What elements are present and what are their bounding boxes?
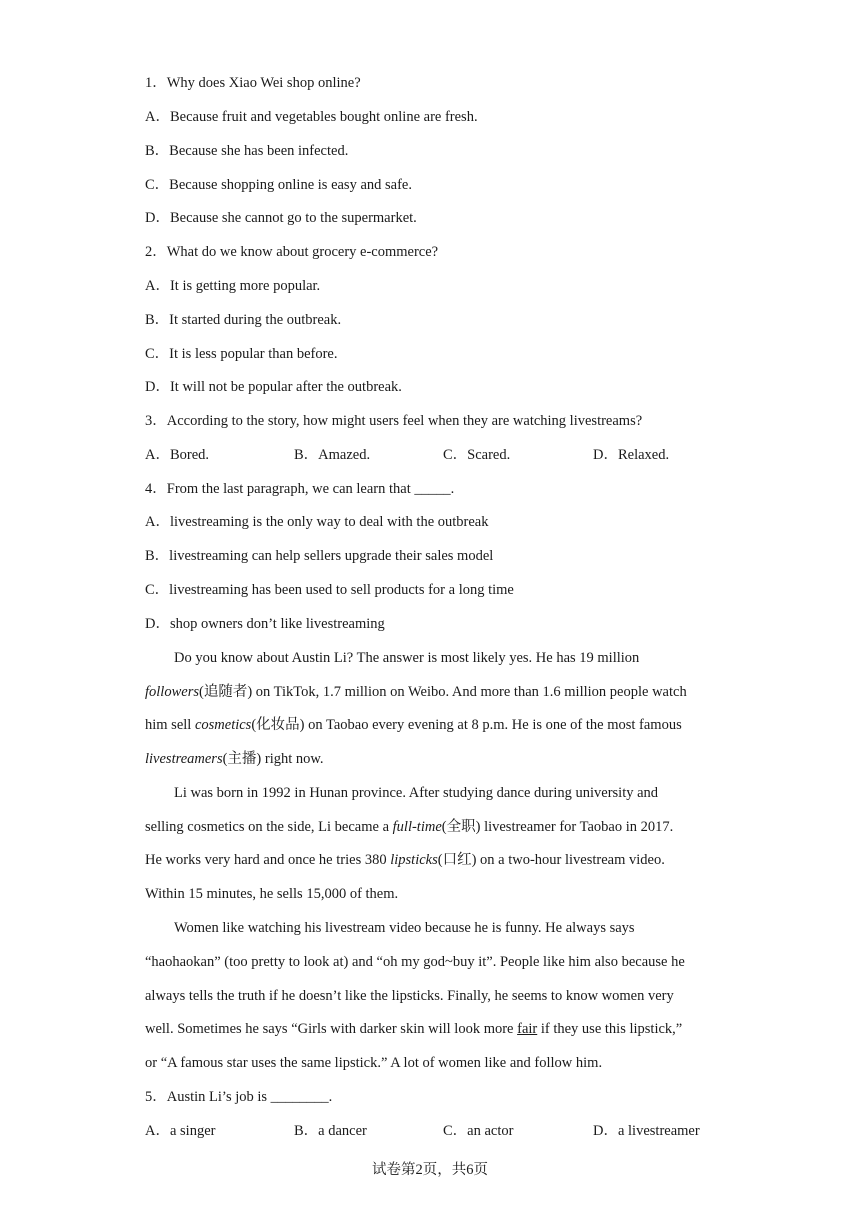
- passage-p1-line-1: Do you know about Austin Li? The answer is most likely yes. He has 19 million: [174, 650, 640, 666]
- passage-p3-line-2: “haohaokan” (too pretty to look at) and “oh my god~buy it”. People like him also because he: [145, 954, 685, 970]
- page-number-footer: 试卷第2页，共6页: [372, 1162, 488, 1178]
- question-3-option-a: A．Bored.: [145, 447, 210, 463]
- question-1-stem: 1．Why does Xiao Wei shop online?: [145, 75, 361, 91]
- passage-p2-line-1: Li was born in 1992 in Hunan province. After studying dance during university and: [174, 785, 659, 801]
- question-2-stem: 2．What do we know about grocery e-commerce?: [145, 244, 439, 260]
- passage-p2-line-3: He works very hard and once he tries 380 lipsticks(口红) on a two-hour livestream video.: [145, 852, 665, 868]
- keyword-cosmetics: cosmetics: [194, 717, 252, 733]
- question-3-option-d: D．Relaxed.: [593, 447, 670, 463]
- question-2-option-a: A．It is getting more popular.: [145, 278, 321, 294]
- question-2-option-d: D．It will not be popular after the outbreak.: [145, 379, 402, 395]
- question-1-option-d: D．Because she cannot go to the supermarket.: [145, 210, 417, 226]
- question-3-option-b: B．Amazed.: [294, 447, 371, 463]
- question-5-option-b: B．a dancer: [294, 1123, 367, 1139]
- passage-p3-line-1: Women like watching his livestream video because he is funny. He always says: [174, 920, 635, 936]
- question-3-stem: 3．According to the story, how might users feel when they are watching livestreams?: [145, 413, 643, 429]
- passage-p3-line-3: always tells the truth if he doesn’t like the lipsticks. Finally, he seems to know women very: [145, 988, 674, 1004]
- keyword-full-time: full-time: [392, 819, 442, 835]
- passage-p3-line-5: or “A famous star uses the same lipstick.” A lot of women like and follow him.: [145, 1055, 603, 1071]
- question-5-stem: 5．Austin Li’s job is ________.: [145, 1089, 333, 1105]
- passage-p2-line-4: Within 15 minutes, he sells 15,000 of them.: [145, 886, 399, 902]
- question-2-option-c: C．It is less popular than before.: [145, 346, 338, 362]
- underlined-word-fair: fair: [517, 1021, 538, 1037]
- keyword-livestreamers: livestreamers: [145, 751, 223, 767]
- question-5-option-c: C．an actor: [443, 1123, 514, 1139]
- question-2-option-b: B．It started during the outbreak.: [145, 312, 342, 328]
- passage-p1-line-3: him sell cosmetics(化妆品) on Taobao every evening at 8 p.m. He is one of the most famous: [145, 717, 682, 733]
- question-1-option-c: C．Because shopping online is easy and safe.: [145, 177, 412, 193]
- question-4-stem: 4．From the last paragraph, we can learn that _____.: [145, 481, 455, 497]
- question-5-option-d: D．a livestreamer: [593, 1123, 700, 1139]
- question-4-option-c: C．livestreaming has been used to sell products for a long time: [145, 582, 514, 598]
- keyword-lipsticks: lipsticks: [390, 852, 438, 868]
- question-4-option-d: D．shop owners don’t like livestreaming: [145, 616, 385, 632]
- passage-p1-line-4: livestreamers(主播) right now.: [145, 751, 324, 767]
- keyword-followers: followers: [145, 684, 199, 700]
- question-4-option-a: A．livestreaming is the only way to deal with the outbreak: [145, 514, 489, 530]
- passage-p1-line-2: followers(追随者) on TikTok, 1.7 million on Weibo. And more than 1.6 million people watch: [145, 684, 687, 700]
- question-1-option-b: B．Because she has been infected.: [145, 143, 349, 159]
- question-3-option-c: C．Scared.: [443, 447, 511, 463]
- passage-p3-line-4: well. Sometimes he says “Girls with darker skin will look more fair if they use this lipstick,”: [145, 1021, 683, 1037]
- passage-p2-line-2: selling cosmetics on the side, Li became a full-time(全职) livestreamer for Taobao in 2017.: [145, 819, 674, 835]
- question-5-option-a: A．a singer: [145, 1123, 216, 1139]
- question-4-option-b: B．livestreaming can help sellers upgrade their sales model: [145, 548, 494, 564]
- question-1-option-a: A．Because fruit and vegetables bought online are fresh.: [145, 109, 478, 125]
